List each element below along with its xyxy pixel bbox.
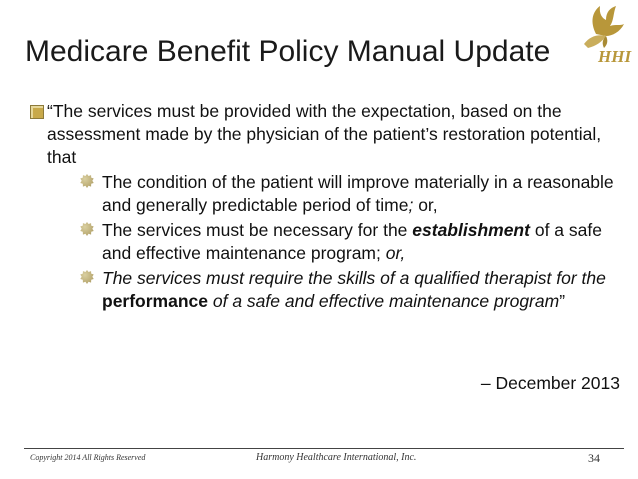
flower-bullet-icon: [80, 270, 94, 284]
footer-company: Harmony Healthcare International, Inc.: [256, 452, 417, 463]
footer-divider: [24, 448, 624, 449]
sub-bullet-3-text-c: of a safe and effective maintenance program: [208, 291, 560, 311]
square-bullet-icon: [30, 105, 44, 119]
sub-bullet-2-text-a: The services must be necessary for the: [102, 220, 413, 240]
sub-bullet-3: [80, 267, 624, 313]
sub-bullet-2-emphasis: establishment: [412, 220, 530, 240]
date-attribution: – December 2013: [480, 373, 620, 393]
slide-body: [24, 100, 624, 313]
sub-bullet-3-text-a: The services must require the skills of a qualified therapist for the: [102, 268, 606, 288]
sub-bullet-2-text-c: of a safe and effective maintenance program;: [102, 220, 602, 263]
dove-wing-icon: [593, 6, 624, 36]
main-bullet: [24, 100, 624, 169]
sub-bullet-1: [80, 171, 624, 217]
logo-text: HHI: [598, 47, 632, 66]
slide-title: Medicare Benefit Policy Manual Update: [25, 35, 551, 68]
flower-bullet-icon: [80, 174, 94, 188]
sub-bullet-1-text-c: or,: [413, 195, 438, 215]
sub-bullet-3-emphasis: performance: [102, 291, 209, 311]
sub-bullet-1-text-b: ;: [408, 195, 414, 215]
sub-bullet-2: [80, 219, 624, 265]
sub-bullet-2-text-d: or,: [385, 243, 406, 263]
hhi-dove-logo-icon: [562, 4, 632, 70]
page-number: 34: [588, 451, 600, 465]
sub-bullet-3-text-d: ”: [559, 291, 566, 311]
footer-copyright: Copyright 2014 All Rights Reserved: [30, 453, 146, 462]
main-bullet-text: “The services must be provided with the expectation, based on the assessment made by the physician of the patient’s restoration potential, that: [47, 101, 602, 167]
flower-bullet-icon: [80, 222, 94, 236]
sub-bullet-1-text-a: The condition of the patient will improve materially in a reasonable and generally predictable period of time: [102, 172, 614, 215]
